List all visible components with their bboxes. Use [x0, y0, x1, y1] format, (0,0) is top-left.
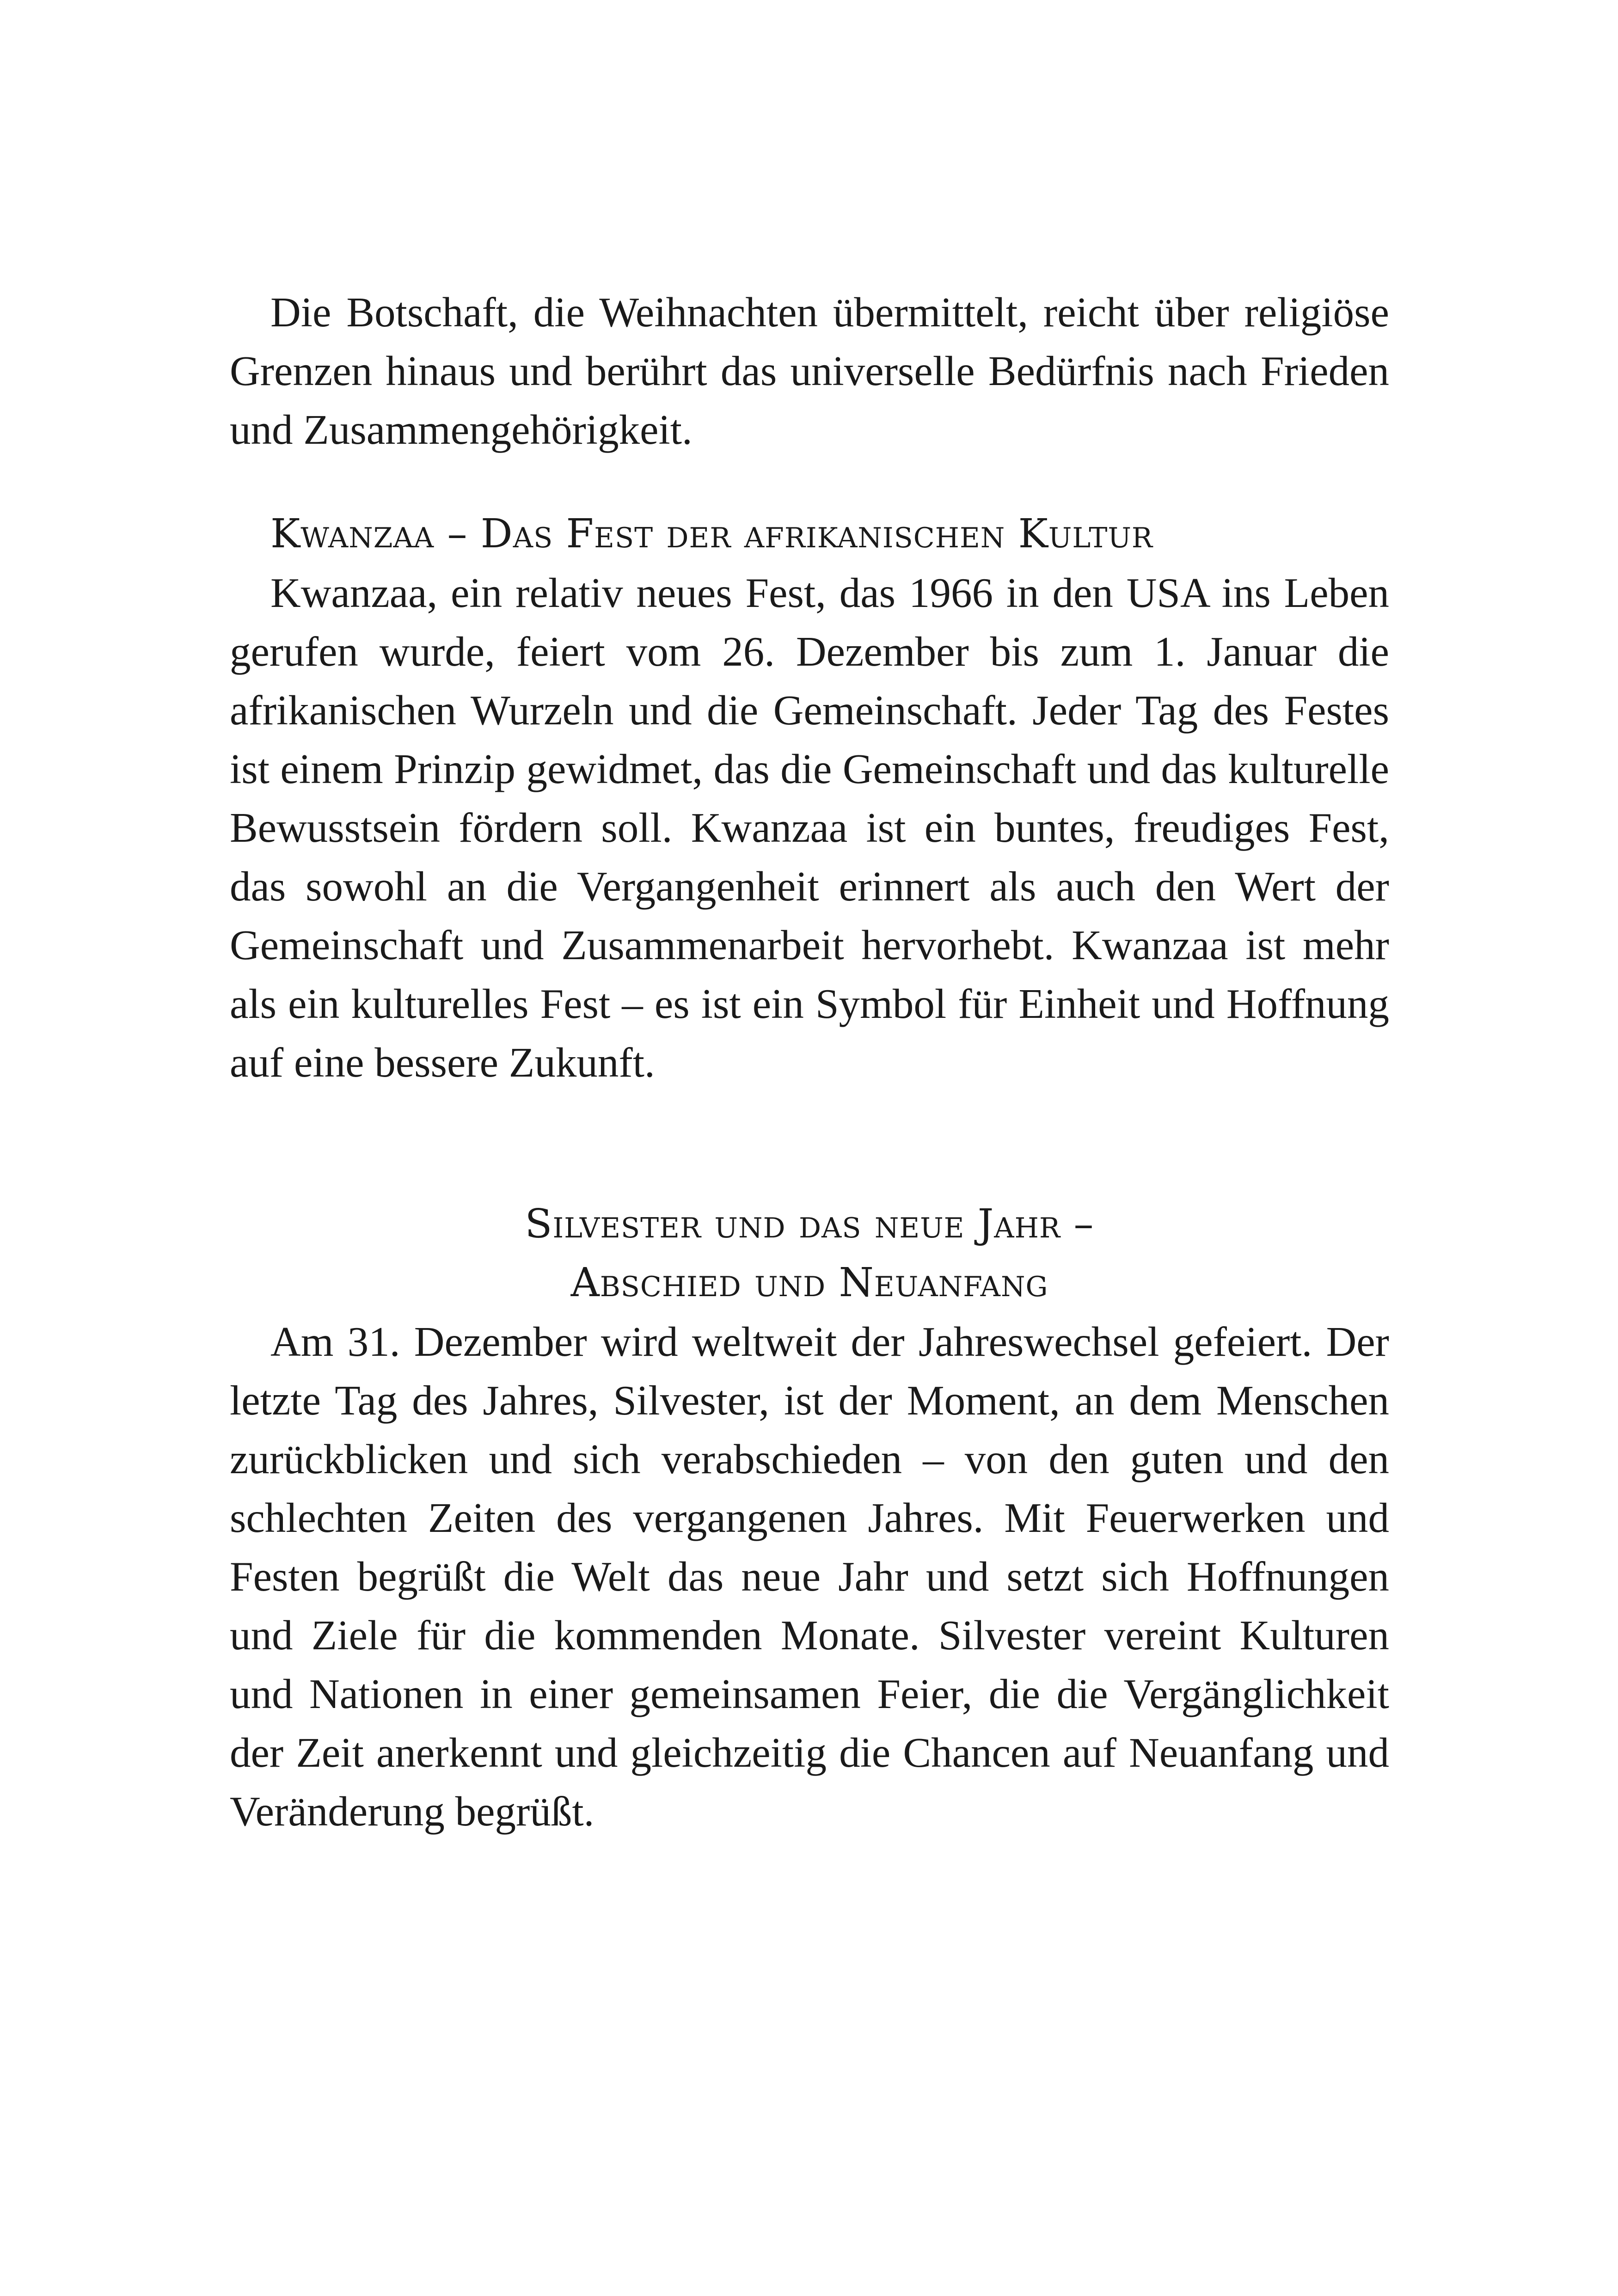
kwanzaa-paragraph: Kwanzaa, ein relativ neues Fest, das 1966 in den USA ins Leben gerufen wurde, feiert vom 26. Dezember bis zum 1. Januar die afrikanischen Wurzeln und die Gemeinschaft. Jeder Tag des Festes ist einem Prinzip gewidmet, das die Gemeinschaft und das kulturelle Bewusstsein fördern soll. Kwanzaa ist ein buntes, freudiges Fest, das sowohl an die Vergangenheit erinnert als auch den Wert der Gemeinschaft und Zusammenarbeit hervorhebt. Kwanzaa ist mehr als ein kulturelles Fest – es ist ein Symbol für Einheit und Hoffnung auf eine bessere Zukunft.: [230, 569, 1389, 1086]
silvester-heading-line-1: Silvester und das neue Jahr –: [525, 1201, 1094, 1247]
silvester-paragraph: Am 31. Dezember wird weltweit der Jahreswechsel gefeiert. Der letzte Tag des Jahres, Silvester, ist der Moment, an dem Menschen zurückblicken und sich verabschieden – von den guten und den schlechten Zeiten des vergangenen Jahres. Mit Feuerwerken und Festen begrüßt die Welt das neue Jahr und setzt sich Hoffnungen und Ziele für die kommenden Monate. Silvester vereint Kulturen und Nationen in einer gemeinsamen Feier, die die Vergänglichkeit der Zeit anerkennt und gleichzeitig die Chancen auf Neuanfang und Veränderung begrüßt.: [230, 1318, 1389, 1835]
kwanzaa-section: [230, 505, 1389, 1092]
intro-paragraph: Die Botschaft, die Weihnachten übermittelt, reicht über religiöse Grenzen hinaus und berührt das universelle Bedürfnis nach Frieden und Zusammengehörigkeit.: [230, 289, 1389, 453]
silvester-heading-line-2: Abschied und Neuanfang: [570, 1260, 1048, 1306]
silvester-section: [230, 1195, 1389, 1841]
intro-section: [230, 283, 1389, 459]
silvester-heading: [230, 1195, 1389, 1312]
kwanzaa-heading: Kwanzaa – Das Fest der afrikanischen Kultur: [270, 511, 1153, 557]
